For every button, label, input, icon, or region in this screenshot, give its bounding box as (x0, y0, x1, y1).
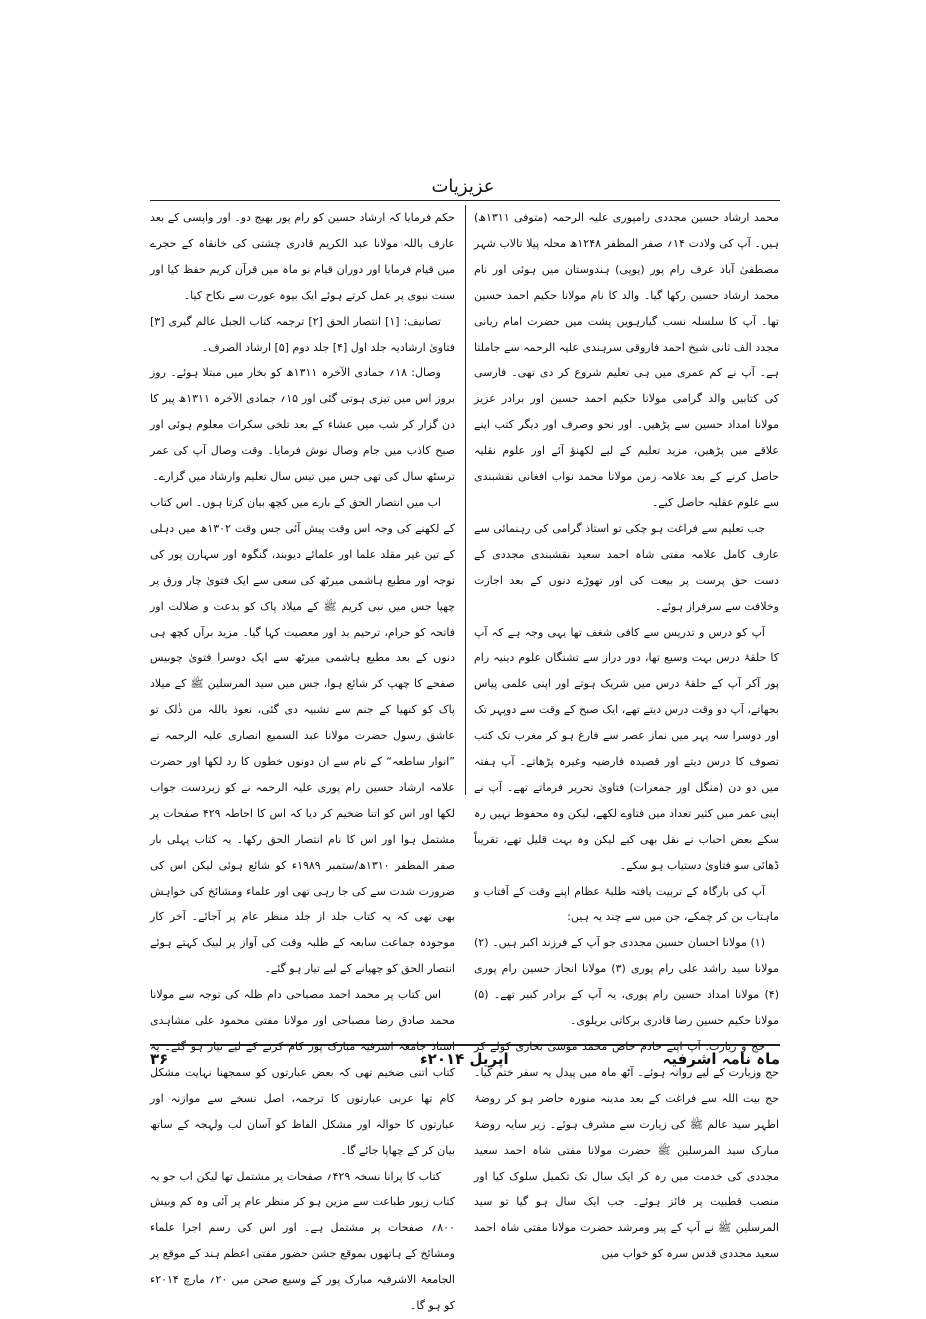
paragraph: حکم فرمایا کہ ارشاد حسین کو رام پور بھیج دو۔ اور واپسی کے بعد عارف باللہ مولانا عبد الکریم قادری چشتی کی خانقاہ کے حجرے میں قیام فرمایا اور دوران قیام نو ماہ میں قرآن کریم حفظ کیا اور سنت نبوی پر عمل کرتے ہوئے ایک بیوہ عورت سے نکاح کیا۔ (150, 211, 455, 302)
paragraph: اس کتاب پر محمد احمد مصباحی دام ظلہ کی توجہ سے مولانا محمد صادق رضا مصباحی اور مولانا مفتی محمود علی مشاہدی استاذ جامعہ اشرفیہ مبارک پور کام کرنے کے لیے تیار ہو گئے۔ یہ کتاب اتنی ضخیم تھی کہ بعض عبارتوں کو سمجھنا نہایت مشکل کام تھا عربی عبارتوں کا ترجمہ، اصل نسخے سے موازنہ اور عبارتوں کا حوالہ اور مشکل الفاظ کو آسان لب ولہجہ کے ساتھ بیان کر کے چھاپا جائے گا۔ (150, 988, 455, 1157)
issue-date: اپریل ۲۰۱۴ء (420, 1050, 509, 1068)
paragraph: آپ کو درس و تدریس سے کافی شغف تھا یہی وجہ ہے کہ آپ کا حلقۂ درس بہت وسیع تھا، دور دراز سے تشنگان علوم دینیہ رام پور آکر آپ کے حلقۂ درس میں شریک ہوتے اور اپنی علمی پیاس بجھاتے، آپ دو وقت درس دیتے تھے، ایک صبح کے وقت سے دوپہر تک اور دوسرا سہ پہر میں نماز عصر سے فارغ ہو کر مغرب تک کتب تصوف کا درس دیتے اور قصیدہ فارضیہ وغیرہ پڑھاتے۔ آپ ہفتہ میں دو دن (منگل اور جمعرات) فتاویٰ تحریر فرماتے تھے۔ آپ نے اپنی عمر میں کثیر تعداد میں فتاوے لکھے، لیکن وہ محفوظ نہیں رہ سکے بعض احباب نے نقل بھی کیے لیکن وہ بہت قلیل تھے، تقریباً ڈھائی سو فتاویٰ دستیاب ہو سکے۔ (474, 625, 779, 872)
magazine-name: ماہ نامہ اشرفیہ (662, 1050, 780, 1068)
page-footer (150, 1050, 780, 1080)
paragraph: کتاب کا پرانا نسخہ ۴۲۹؍ صفحات پر مشتمل تھا لیکن اب جو یہ کتاب زیور طباعت سے مزین ہو کر منظر عام پر آئی وہ کم وبیش ۸۰۰؍ صفحات پر مشتمل ہے۔ اور اس کی رسم اجرا علماء ومشائخ کے ہاتھوں بموقع جشن حضور مفتی اعظم ہند کے موقع پر الجامعۃ الاشرفیہ مبارک پور کے وسیع صحن میں ۲۰؍ مارچ ۲۰۱۴ء کو ہو گا۔ (150, 1169, 455, 1313)
column-divider (465, 205, 466, 795)
paragraph: (۱) مولانا احسان حسین مجددی جو آپ کے فرزند اکبر ہیں۔ (۲) مولانا سید راشد علی رام پوری (۳) مولانا انجاز حسین رام پوری (۴) مولانا امداد حسین رام پوری، یہ آپ کے برادر کبیر تھے۔ (۵) مولانا حکیم حسین رضا قادری برکاتی بریلوی۔ (474, 936, 779, 1028)
paragraph: حج و زیارت: آپ اپنے خادم خاص محمد موسیٰ بخاری کولے کر حج وزیارت کے لیے روانہ ہوئے۔ آٹھ ماہ میں پیدل یہ سفر ختم کیا۔ حج بیت اللہ سے فراغت کے بعد مدینہ منورہ حاضر ہو کر روضۂ اطہر سید عالم ﷺ کی زیارت سے مشرف ہوئے۔ زیر سایہ روضۂ مبارک سید المرسلین ﷺ حضرت مولانا مفتی شاہ احمد سعید مجددی کی خدمت میں رہ کر ایک سال تک تکمیل سلوک کیا اور منصب قطبیت پر فائز ہوئے۔ جب ایک سال ہو گیا تو سید المرسلین ﷺ نے آپ کے پیر ومرشد حضرت مولانا مفتی شاہ احمد سعید مجددی قدس سرہ کو خواب میں (474, 1040, 779, 1261)
page-number: ۳۶ (150, 1050, 169, 1068)
left-column (150, 205, 455, 1319)
right-column (474, 205, 779, 1267)
paragraph: آپ کی بارگاہ کے تربیت یافتہ طلبۂ عظام اپنے وقت کے آفتاب و ماہتاب بن کر چمکے، جن میں سے چند یہ ہیں: (474, 884, 779, 924)
footer-rule (150, 1044, 780, 1046)
running-header: عزیزیات (431, 176, 495, 197)
paragraph: وصال: ۱۸؍ جمادی الآخرہ ۱۳۱۱ھ کو بخار میں مبتلا ہوئے۔ روز بروز اس میں تیزی ہوتی گئی اور ۱۵؍ جمادی الآخرہ ۱۳۱۱ھ پیر کا دن گزار کر شب میں عشاء کے بعد تلخی سکرات معلوم ہوئی اور صبح کاذب میں جام وصال نوش فرمایا۔ وقت وصال آپ کی عمر ترسٹھ سال کی تھی جس میں تیس سال تعلیم وارشاد میں گزارے۔ (150, 366, 455, 484)
paragraph: محمد ارشاد حسین مجددی رامپوری علیہ الرحمہ (متوفی ۱۳۱۱ھ) ہیں۔ آپ کی ولادت ۱۴؍ صفر المظفر ۱۲۴۸ھ محلہ پیلا تالاب شہر مصطفیٰ آباد عرف رام پور (یوپی) ہندوستان میں ہوئی اور نام محمد ارشاد حسین رکھا گیا۔ والد کا نام مولانا حکیم احمد حسین تھا۔ آپ کا سلسلہ نسب گیارہویں پشت میں حضرت امام ربانی مجدد الف ثانی شیخ احمد فاروقی سرہندی علیہ الرحمہ سے جاملتا ہے۔ آپ نے کم عمری میں ہی تعلیم شروع کر دی تھی۔ فارسی کی کتابیں والد گرامی مولانا حکیم احمد حسین اور برادر عزیز مولانا امداد حسین سے پڑھیں۔ اور نحو وصرف اور دیگر کتب اپنے علاقے میں پڑھیں، مزید تعلیم کے لیے لکھنؤ آئے اور علوم نقلیہ حاصل کرنے کے بعد علامہ زمن مولانا محمد نواب افغانی نقشبندی سے علوم عقلیہ حاصل کیے۔ (474, 211, 779, 509)
header-rule (150, 200, 780, 201)
paragraph: اب میں انتصار الحق کے بارے میں کچھ بیان کرتا ہوں۔ اس کتاب کے لکھنے کی وجہ اس وقت پیش آئی جس وقت ۱۳۰۲ھ میں دہلی کے تین غیر مقلد علما اور علمائے دیوبند، گنگوہ اور سہارن پور کی توجہ اور مطبع ہاشمی میرٹھ کی سعی سے ایک فتویٰ چار ورق پر چھپا جس میں نبی کریم ﷺ کے میلاد پاک کو بدعت و ضلالت اور فاتحہ کو حرام، ترحیم بد اور معصیت کہا گیا۔ مزید برآں کچھ ہی دنوں کے بعد مطبع ہاشمی میرٹھ سے ایک دوسرا فتویٰ چوبیس صفحے کا چھپ کر شائع ہوا، جس میں سید المرسلین ﷺ کے میلاد پاک کو کنھیا کے جنم سے تشبیہ دی گئی، نعوذ باللہ من ذٰلک تو عاشق رسول حضرت مولانا عبد السمیع انصاری علیہ الرحمہ نے ”انوار ساطعہ“ کے نام سے ان دونوں خطوں کا رد لکھا اور حضرت علامہ ارشاد حسین رام پوری علیہ الرحمہ نے کو زبردست جواب لکھا اور اس کو اتنا ضخیم کر دیا کہ اس کا احاطہ ۴۲۹ صفحات پر مشتمل ہوا اور اس کا نام انتصار الحق رکھا۔ یہ کتاب پہلی بار صفر المظفر ۱۳۱۰ھ/ستمبر ۱۹۸۹ء کو شائع ہوئی لیکن اس کی ضرورت شدت سے کی جا رہی تھی اور علماء ومشائخ کی خواہش بھی تھی کہ یہ کتاب جلد از جلد منظر عام پر آجائے۔ آخر کار موجودہ جماعت سابعہ کے طلبہ وقت کی آواز پر لبیک کہتے ہوئے انتصار الحق کو چھپانے کے لیے تیار ہو گئے۔ (150, 495, 456, 976)
paragraph: تصانیف: [۱] انتصار الحق [۲] ترجمہ کتاب الجبل عالم گیری [۳] فتاویٰ ارشادیہ جلد اول [۴] جلد دوم [۵] ارشاد الصرف۔ (150, 314, 455, 354)
paragraph: جب تعلیم سے فراغت ہو چکی تو استاذ گرامی کی رہنمائی سے عارف کامل علامہ مفتی شاہ احمد سعید نقشبندی مجددی کے دست حق پرست پر بیعت کی اور تھوڑے دنوں کے بعد اجازت وخلافت سے سرفراز ہوئے۔ (474, 521, 779, 613)
